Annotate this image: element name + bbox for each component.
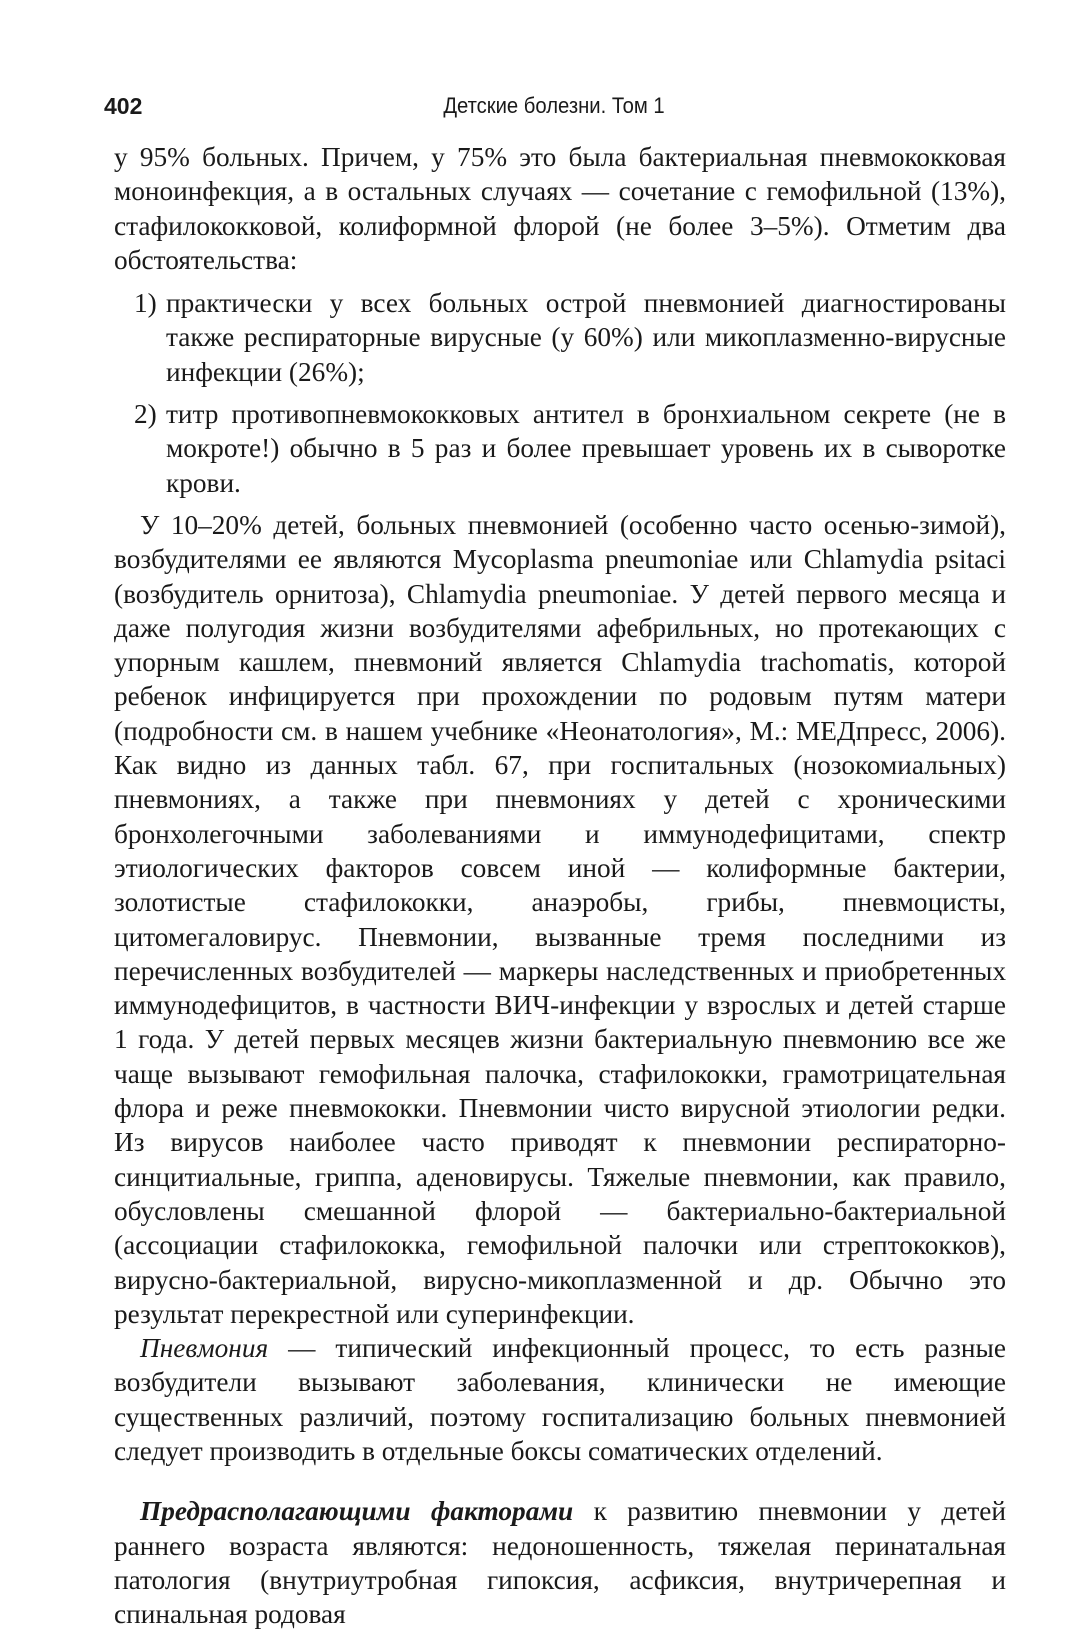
paragraph-pneumonia-definition (114, 1331, 1006, 1468)
section-gap (114, 1468, 1006, 1494)
page-header (104, 88, 1004, 124)
body-text (114, 140, 1006, 1631)
list-item-text: титр противопневмококковых антител в бронхиальном секрете (не в мокроте!) обычно в 5 раз и более превышает уровень их в сыворотке крови. (166, 399, 1006, 498)
list-item (114, 397, 1006, 500)
term-pneumonia: Пневмония (140, 1333, 269, 1364)
paragraph-predisposing-text: к развитию пневмонии у детей раннего возраста являются: недоношенность, тяжелая перинатальная патология (внутриутробная гипоксия, асфиксия, внутричерепная и спинальная родовая (114, 1496, 1006, 1630)
paragraph-etiology: У 10–20% детей, больных пневмонией (особенно часто осенью-зимой), возбудителями ее являются Mycoplasma pneumoniae или Chlamydia psitaci (возбудитель орнитоза), Chlamydia pneumoniae. У детей первого месяца и даже полугодия жизни возбудителями афебрильных, но протекающих с упорным кашлем, пневмоний является Chlamydia trachomatis, которой ребенок инфицируется при прохождении по родовым путям матери (подробности см. в нашем учебнике «Неонатология», М.: МЕДпресс, 2006). Как видно из данных табл. 67, при госпитальных (нозокомиальных) пневмониях, а также при пневмониях у детей с хроническими бронхолегочными заболеваниями и иммунодефицитами, спектр этиологических факторов совсем иной — колиформные бактерии, золотистые стафилококки, анаэробы, грибы, пневмоцисты, цитомегаловирус. Пневмонии, вызванные тремя последними из перечисленных возбудителей — маркеры наследственных и приобретенных иммунодефицитов, в частности ВИЧ-инфекции у взрослых и детей старше 1 года. У детей первых месяцев жизни бактериальную пневмонию все же чаще вызывают гемофильная палочка, стафилококки, грамотрицательная флора и реже пневмококки. Пневмонии чисто вирусной этиологии редки. Из вирусов наиболее часто приводят к пневмонии респираторно-синцитиальные, гриппа, аденовирусы. Тяжелые пневмонии, как правило, обусловлены смешанной флорой — бактериально-бактериальной (ассоциации стафилококка, гемофильной палочки или стрептококков), вирусно-бактериальной, вирусно-микоплазменной и др. Обычно это результат перекрестной или суперинфекции. (114, 509, 1006, 1329)
list-item (114, 286, 1006, 389)
running-title: Детские болезни. Том 1 (443, 93, 665, 118)
list-item-number: 1) (134, 288, 157, 319)
paragraph-predisposing-factors (114, 1494, 1006, 1631)
paragraph-pneumonia-text: — типический инфекционный процесс, то есть разные возбудители вызывают заболевания, клинически не имеющие существенных различий, поэтому госпитализацию больных пневмонией следует производить в отдельные боксы соматических отделений. (114, 1333, 1006, 1466)
list-item-text: практически у всех больных острой пневмонией диагностированы также респираторные вирусные (у 60%) или микоплазменно-вирусные инфекции (26%); (166, 288, 1006, 387)
paragraph-intro: у 95% больных. Причем, у 75% это была бактериальная пневмококковая моноинфекция, а в остальных случаях — сочетание с гемофильной (13%), стафилококковой, колиформной флорой (не более 3–5%). Отметим два обстоятельства: (114, 142, 1006, 275)
page-number: 402 (104, 93, 143, 119)
numbered-list (114, 286, 1006, 500)
list-item-number: 2) (134, 399, 157, 430)
term-predisposing-factors: Предрасполагающими факторами (140, 1496, 574, 1527)
